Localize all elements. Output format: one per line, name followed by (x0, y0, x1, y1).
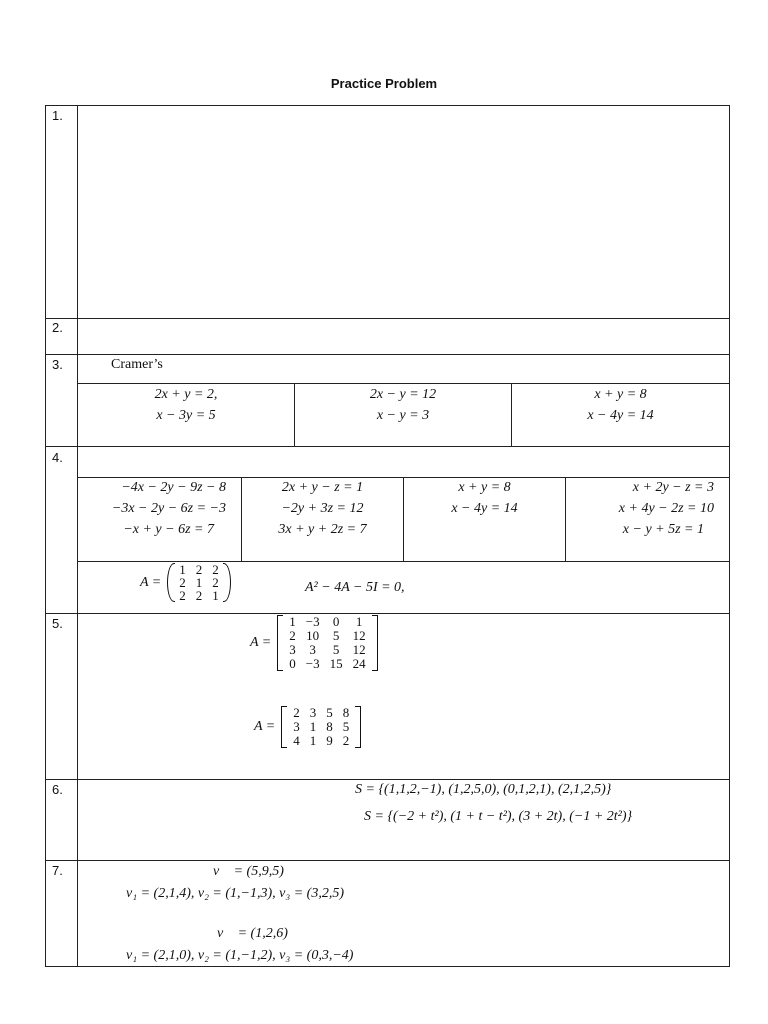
system-3c (512, 384, 729, 426)
system-3b (295, 384, 511, 426)
matrix-cell: 1 (309, 733, 317, 748)
matrix-body (281, 706, 361, 748)
matrix-cell: 5 (342, 719, 350, 734)
matrix-cell: −3 (305, 656, 320, 671)
matrix-cell: 3 (293, 719, 300, 734)
matrix-cell: 15 (329, 656, 343, 671)
matrix-cell: 2 (212, 575, 219, 590)
matrix-entries (288, 706, 354, 748)
equation: −4x − 2y − 9z − 8 (121, 480, 226, 495)
system-4d (566, 477, 714, 540)
matrix-cell: 1 (179, 562, 186, 577)
cramers-heading: Cramer’s (111, 357, 163, 372)
matrix-4 (140, 563, 231, 602)
matrix-row (288, 720, 354, 734)
equation: x − y + 5z = 1 (622, 522, 704, 537)
matrix-row (288, 734, 354, 748)
matrix-entries (284, 615, 370, 671)
equation: x − y = 3 (376, 408, 430, 423)
matrix-cell: 4 (293, 733, 300, 748)
basis-1: v₁ = (2,1,4), v₂ = (1,−1,3), v₃ = (3,2,5) (126, 886, 345, 901)
matrix-cell: 2 (212, 562, 219, 577)
row-number-3: 3. (52, 357, 63, 372)
row-number-5: 5. (52, 616, 63, 631)
system-4a (86, 477, 236, 540)
row-number-6: 6. (52, 782, 63, 797)
equation: x + y = 8 (594, 387, 647, 402)
system-4b (242, 477, 403, 540)
system-3a (78, 384, 294, 426)
matrix-cell: 5 (326, 705, 333, 720)
equation: −3x − 2y − 6z = −3 (111, 501, 226, 516)
matrix-cell: 5 (332, 642, 340, 657)
matrix-cell: 8 (342, 705, 350, 720)
row-number-2: 2. (52, 320, 63, 335)
system-4c (404, 477, 565, 519)
matrix-cell: 3 (289, 642, 296, 657)
matrix-cell: 12 (352, 628, 366, 643)
equation: x + 4y − 2z = 10 (618, 501, 714, 516)
set-s1: S = {(1,1,2,−1), (1,2,5,0), (0,1,2,1), (2,1,2,5)} (355, 782, 612, 797)
matrix-cell: 3 (309, 642, 316, 657)
matrix-cell: 12 (352, 642, 366, 657)
matrix-body (277, 615, 377, 671)
matrix-5b (254, 706, 361, 748)
matrix-cell: 0 (289, 656, 296, 671)
matrix-cell: 2 (179, 588, 186, 603)
matrix-cell: 2 (342, 733, 350, 748)
equation: x + 2y − z = 3 (632, 480, 714, 495)
equation: x − 3y = 5 (156, 408, 216, 423)
row-number-7: 7. (52, 863, 63, 878)
matrix-row (284, 657, 370, 671)
matrix-cell: 2 (179, 575, 186, 590)
matrix-cell: 3 (309, 705, 317, 720)
equation: 2x + y − z = 1 (281, 480, 364, 495)
matrix-equation: A² − 4A − 5I = 0, (305, 580, 405, 595)
matrix-cell: 1 (309, 719, 317, 734)
matrix-cell: 1 (289, 614, 296, 629)
matrix-cell: 9 (326, 733, 333, 748)
row-number-1: 1. (52, 108, 63, 123)
matrix-row (284, 643, 370, 657)
matrix-cell: 8 (326, 719, 333, 734)
equation: −x + y − 6z = 7 (123, 522, 214, 537)
equation: 2x − y = 12 (369, 387, 437, 402)
matrix-5a (250, 615, 378, 671)
matrix-label: A = (140, 574, 162, 590)
matrix-row (284, 629, 370, 643)
equation: 3x + y + 2z = 7 (278, 522, 367, 537)
matrix-label: A = (250, 635, 272, 650)
matrix-body (167, 563, 231, 602)
equation: x − 4y = 14 (587, 408, 654, 423)
equation: x + y = 8 (458, 480, 511, 495)
equation: x − 4y = 14 (451, 501, 518, 516)
matrix-cell: 2 (195, 588, 203, 603)
matrix-row (288, 706, 354, 720)
matrix-cell: 24 (352, 656, 366, 671)
matrix-cell: 10 (306, 628, 320, 643)
equation: −2y + 3z = 12 (281, 501, 364, 516)
matrix-entries (174, 563, 224, 602)
page-title: Practice Problem (330, 76, 438, 91)
matrix-cell: 2 (293, 705, 300, 720)
matrix-cell: 0 (332, 614, 340, 629)
matrix-cell: 1 (355, 614, 363, 629)
matrix-cell: 2 (289, 628, 296, 643)
matrix-label: A = (254, 719, 276, 734)
matrix-row (174, 589, 224, 602)
matrix-row (284, 615, 370, 629)
set-s2: S = {(−2 + t²), (1 + t − t²), (3 + 2t), (−1 + 2t²)} (364, 809, 633, 824)
matrix-cell: −3 (305, 614, 320, 629)
equation: 2x + y = 2, (154, 387, 218, 402)
matrix-cell: 2 (195, 562, 203, 577)
row-number-4: 4. (52, 450, 63, 465)
matrix-cell: 5 (332, 628, 340, 643)
vector-v-1: v⃗ = (5,9,5) (213, 864, 284, 879)
matrix-cell: 1 (195, 575, 203, 590)
matrix-cell: 1 (212, 588, 219, 603)
vector-v-2: v⃗ = (1,2,6) (217, 926, 288, 941)
basis-2: v₁ = (2,1,0), v₂ = (1,−1,2), v₃ = (0,3,−4) (126, 948, 354, 963)
